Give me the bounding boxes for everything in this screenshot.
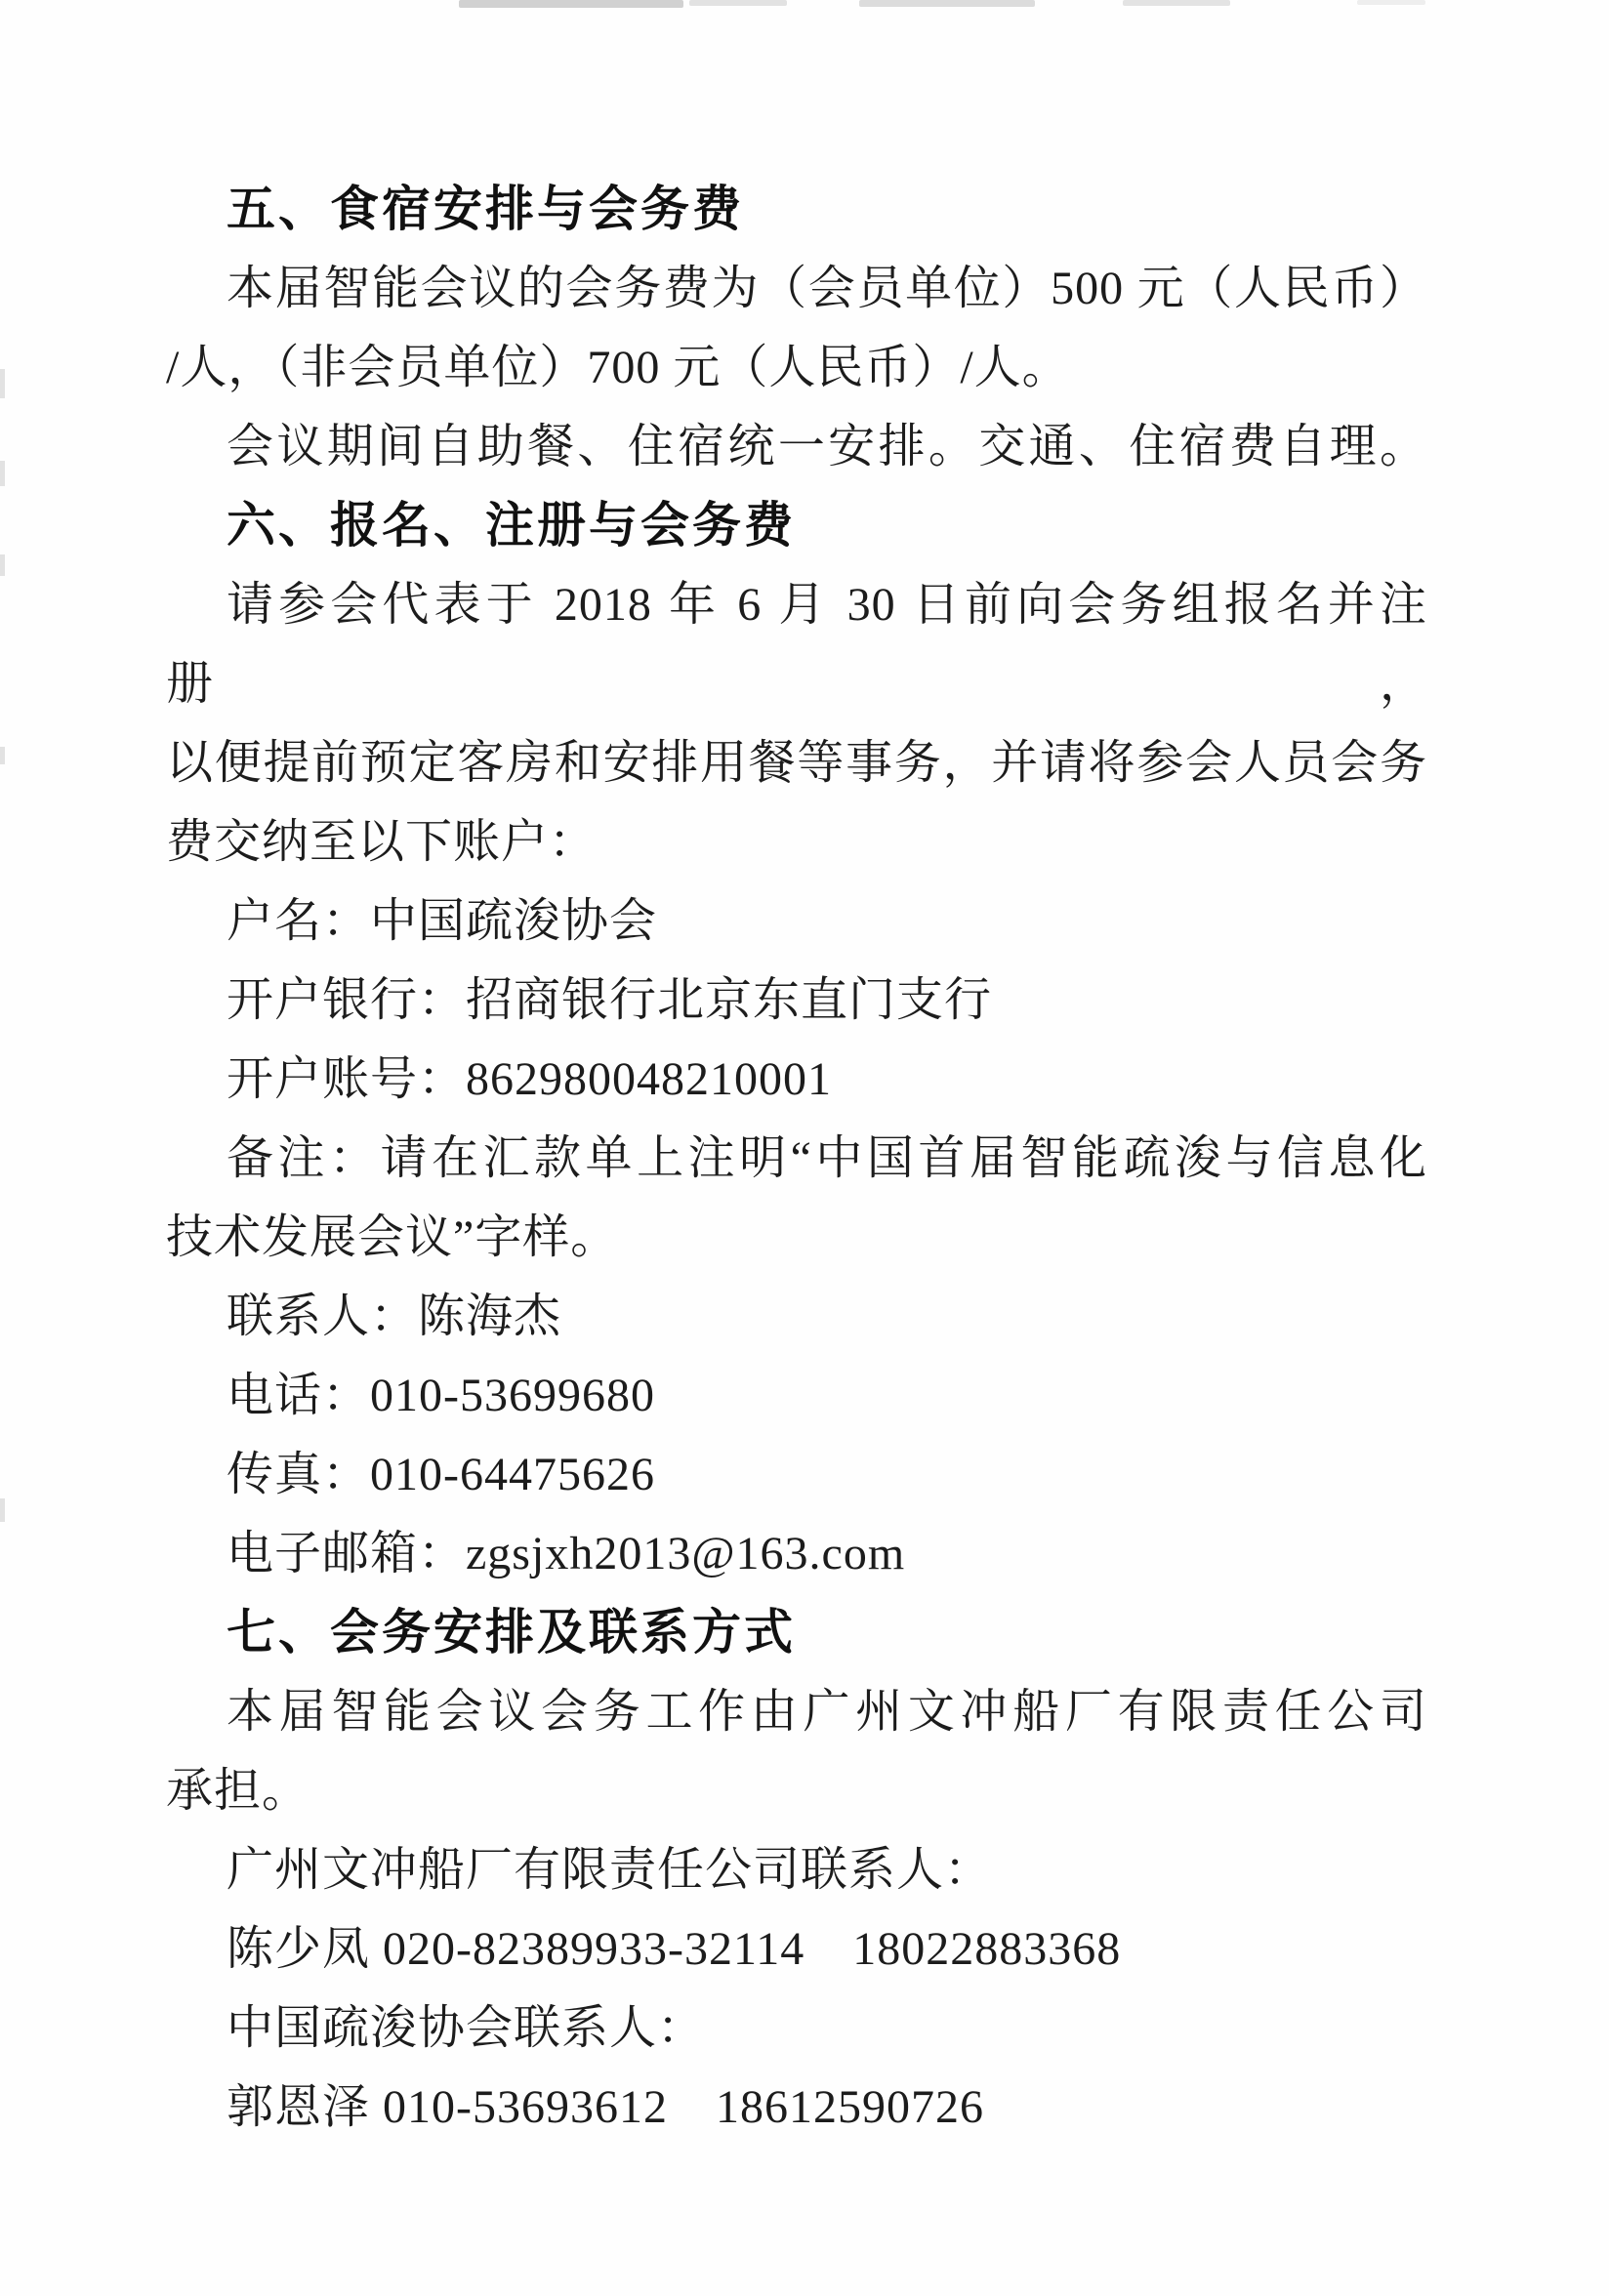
scan-artifact-edge-3 — [0, 554, 5, 576]
scan-artifact-edge-4 — [0, 747, 5, 764]
scan-artifact-edge-2 — [0, 461, 5, 486]
section-heading-arrangements-contacts: 七、会务安排及联系方式 — [227, 1605, 796, 1660]
section-heading-accommodation-fee: 五、食宿安排与会务费 — [227, 182, 744, 236]
scan-artifact-top-5 — [1357, 0, 1425, 5]
fax-line: 传真：010-64475626 — [227, 1449, 655, 1500]
remark-line-continued: 技术发展会议”字样。 — [166, 1211, 619, 1263]
text-line: 请参会代表于 2018 年 6 月 30 日前向会务组报名并注册， — [166, 579, 1427, 710]
bank-line: 开户银行：招商银行北京东直门支行 — [227, 974, 993, 1026]
document-body — [166, 170, 1427, 2147]
text-line: 会议期间自助餐、住宿统一安排。交通、住宿费自理。 — [227, 421, 1427, 472]
scan-artifact-edge-5 — [0, 1498, 5, 1522]
email-line: 电子邮箱：zgsjxh2013@163.com — [227, 1528, 906, 1579]
text-line: 承担。 — [166, 1765, 310, 1817]
phone-line: 电话：010-53699680 — [227, 1370, 655, 1421]
scan-artifact-top-1 — [459, 0, 683, 8]
gz-contact-detail-line: 陈少凤 020-82389933-32114 18022883368 — [227, 1923, 1122, 1975]
account-name-line: 户名：中国疏浚协会 — [227, 895, 658, 947]
text-line: 以便提前预定客房和安排用餐等事务，并请将参会人员会务 — [166, 737, 1427, 789]
scan-artifact-top-3 — [859, 0, 1035, 7]
cda-contact-header-line: 中国疏浚协会联系人： — [227, 2002, 706, 2054]
gz-contact-header-line: 广州文冲船厂有限责任公司联系人： — [227, 1844, 993, 1896]
text-line: 费交纳至以下账户： — [166, 816, 598, 868]
scan-artifact-top-4 — [1123, 0, 1230, 6]
account-number-line: 开户账号：862980048210001 — [227, 1053, 833, 1105]
scan-artifact-edge-1 — [0, 369, 5, 398]
text-line: /人，（非会员单位）700 元（人民币）/人。 — [166, 342, 1070, 393]
section-heading-registration: 六、报名、注册与会务费 — [227, 498, 796, 553]
remark-line: 备注：请在汇款单上注明“中国首届智能疏浚与信息化 — [227, 1132, 1427, 1184]
cda-contact-detail-line: 郭恩泽 010-53693612 18612590726 — [227, 2081, 984, 2133]
text-line: 本届智能会议会务工作由广州文冲船厂有限责任公司 — [227, 1686, 1427, 1738]
scan-artifact-top-2 — [689, 0, 787, 6]
text-line: 本届智能会议的会务费为（会员单位）500 元（人民币） — [227, 263, 1427, 314]
contact-person-line: 联系人：陈海杰 — [227, 1291, 562, 1342]
